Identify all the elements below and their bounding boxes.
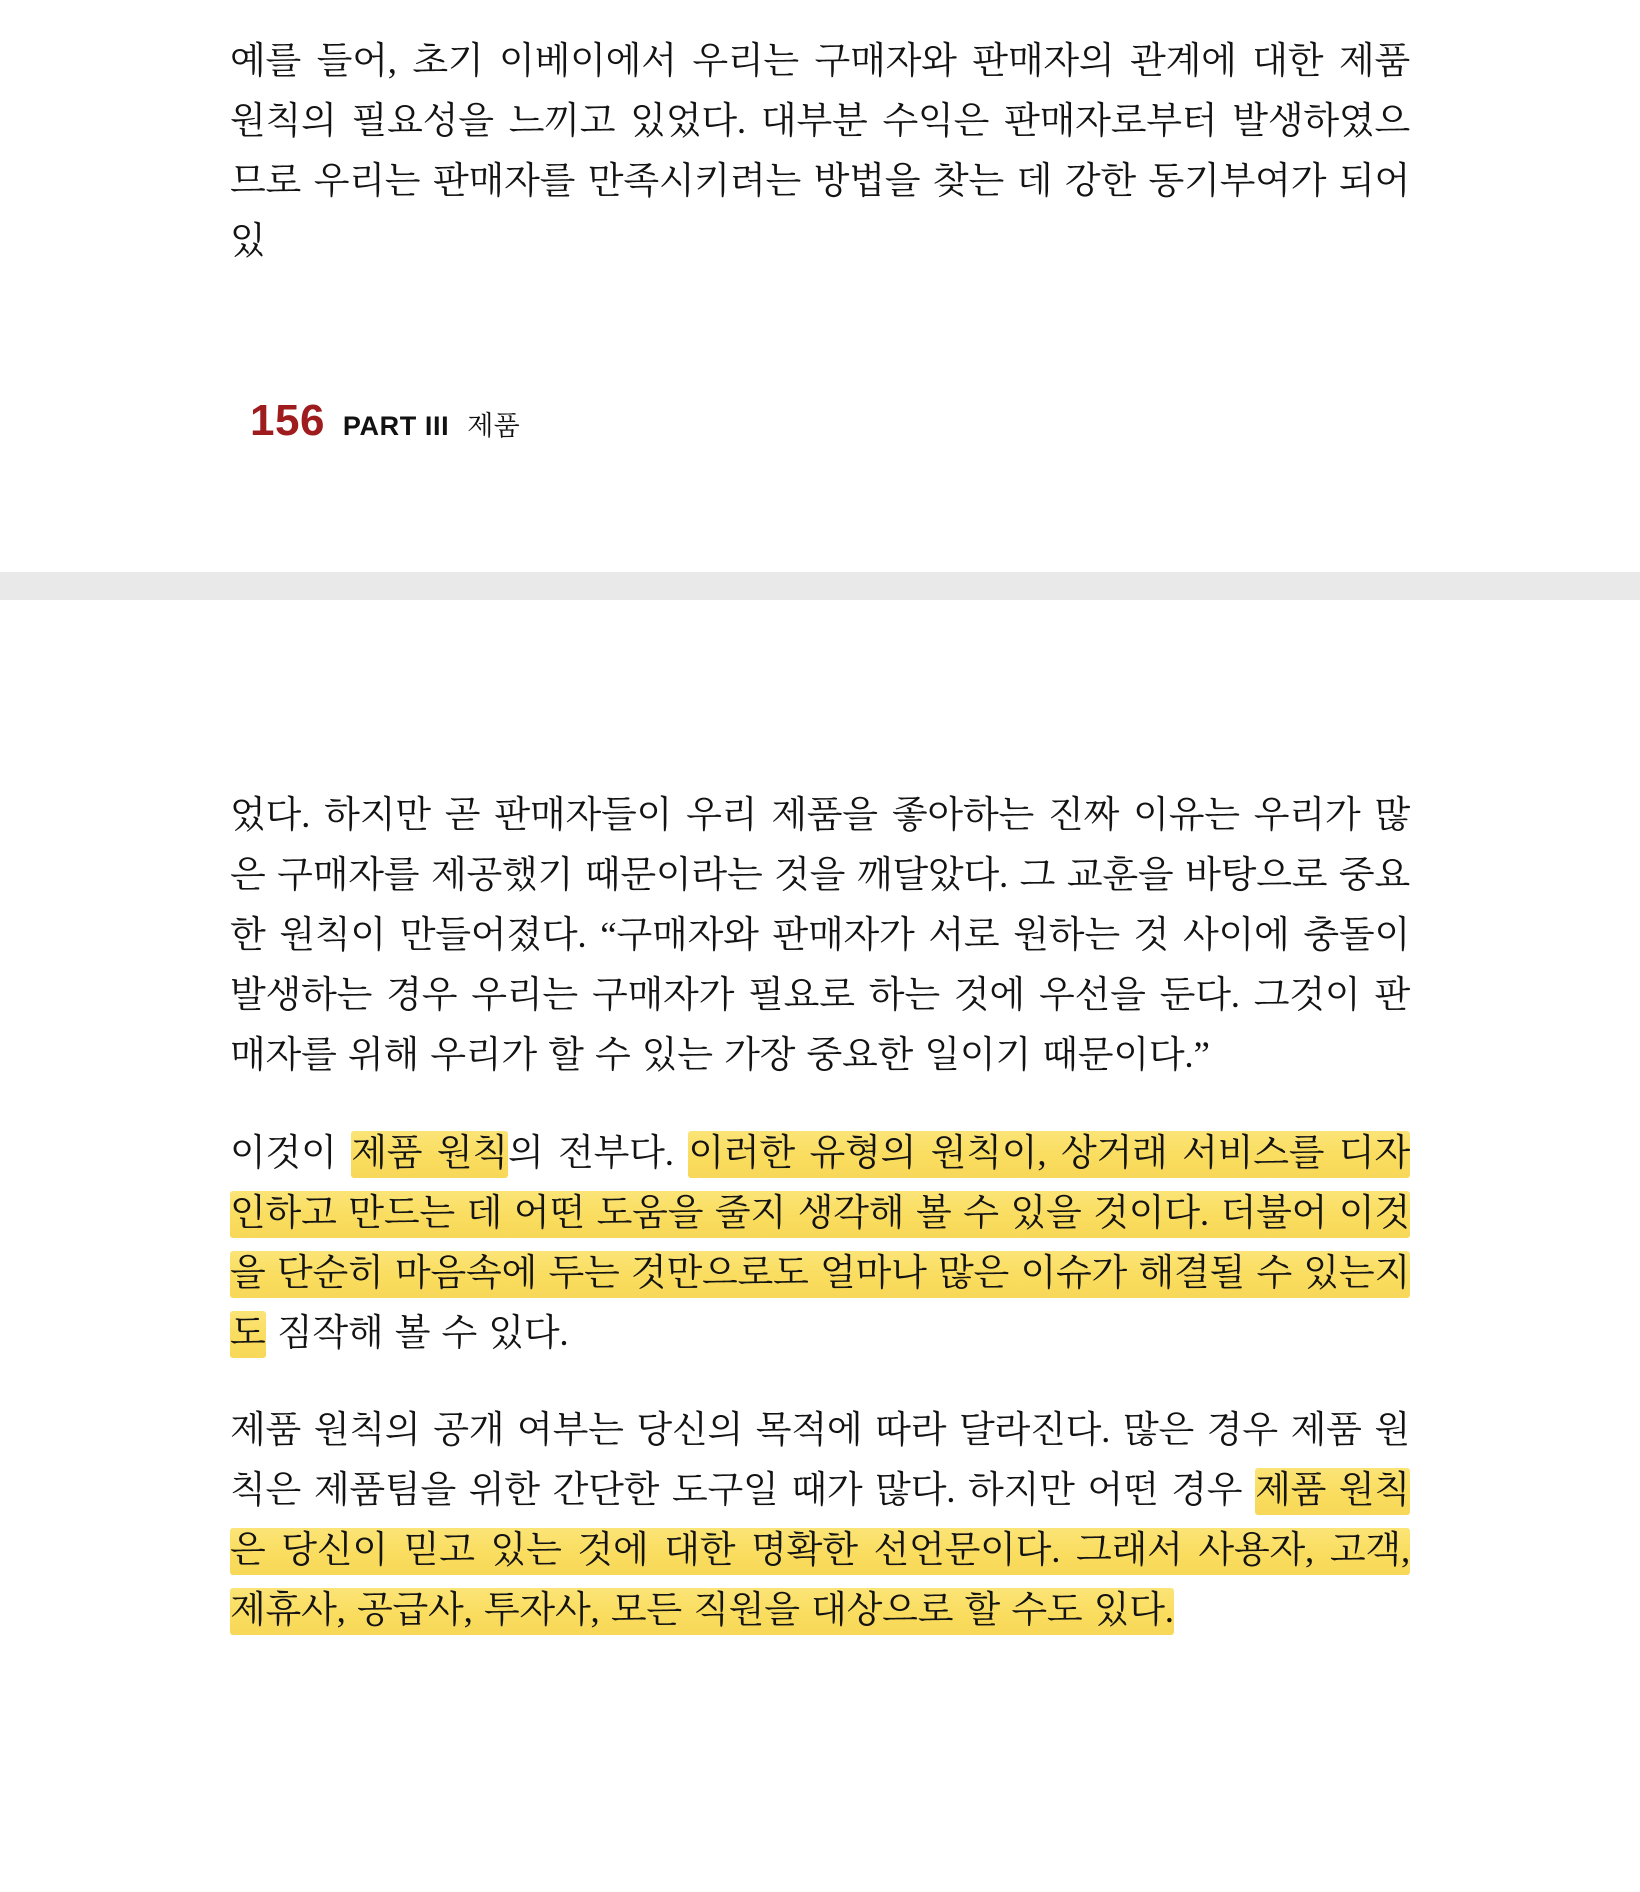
page-footer bbox=[230, 396, 1410, 446]
paragraph: 제품 원칙의 공개 여부는 당신의 목적에 따라 달라진다. 많은 경우 제품 원칙은 제품팀을 위한 간단한 도구일 때가 많다. 하지만 어떤 경우 제품 원칙은 당신이 믿고 있는 것에 대한 명확한 선언문이다. 그래서 사용자, 고객, 제휴사, 공급사, 투자사, 모든 직원을 대상으로 할 수도 있다. bbox=[230, 1401, 1410, 1641]
page-156-content bbox=[230, 0, 1410, 446]
footer-part-title: 제품 bbox=[467, 410, 520, 441]
page-number: 156 bbox=[250, 395, 325, 445]
page-157-content bbox=[230, 600, 1410, 1641]
document-page-156 bbox=[0, 0, 1640, 572]
paragraph: 었다. 하지만 곧 판매자들이 우리 제품을 좋아하는 진짜 이유는 우리가 많은 구매자를 제공했기 때문이라는 것을 깨달았다. 그 교훈을 바탕으로 중요한 원칙이 만들어졌다. “구매자와 판매자가 서로 원하는 것 사이에 충돌이 발생하는 경우 우리는 구매자가 필요로 하는 것에 우선을 둔다. 그것이 판매자를 위해 우리가 할 수 있는 가장 중요한 일이기 때문이다.” bbox=[230, 795, 1410, 1076]
highlighted-text: 제품 원칙 bbox=[351, 1131, 508, 1178]
highlighted-text: 제품 원칙은 당신이 믿고 있는 것에 대한 명확한 선언문이다. 그래서 사용자, 고객, 제휴사, 공급사, 투자사, 모든 직원을 대상으로 할 수도 있다. bbox=[230, 1468, 1410, 1635]
paragraph: 예를 들어, 초기 이베이에서 우리는 구매자와 판매자의 관계에 대한 제품 원칙의 필요성을 느끼고 있었다. 대부분 수익은 판매자로부터 발생하였으므로 우리는 판매자를 만족시키려는 방법을 찾는 데 강한 동기부여가 되어 있 bbox=[230, 41, 1410, 262]
footer-part-label: PART III bbox=[342, 410, 450, 441]
highlighted-text: 이러한 유형의 원칙이, 상거래 서비스를 디자인하고 만드는 데 어떤 도움을 줄지 생각해 볼 수 있을 것이다. 더불어 이것을 단순히 마음속에 두는 것만으로도 얼마나 많은 이슈가 해결될 수 있는지도 bbox=[230, 1131, 1410, 1358]
paragraph: 이것이 제품 원칙의 전부다. 이러한 유형의 원칙이, 상거래 서비스를 디자인하고 만드는 데 어떤 도움을 줄지 생각해 볼 수 있을 것이다. 더불어 이것을 단순히 마음속에 두는 것만으로도 얼마나 많은 이슈가 해결될 수 있는지도 짐작해 볼 수 있다. bbox=[230, 1124, 1410, 1364]
document-page-157 bbox=[0, 600, 1640, 1892]
page-separator bbox=[0, 572, 1640, 600]
